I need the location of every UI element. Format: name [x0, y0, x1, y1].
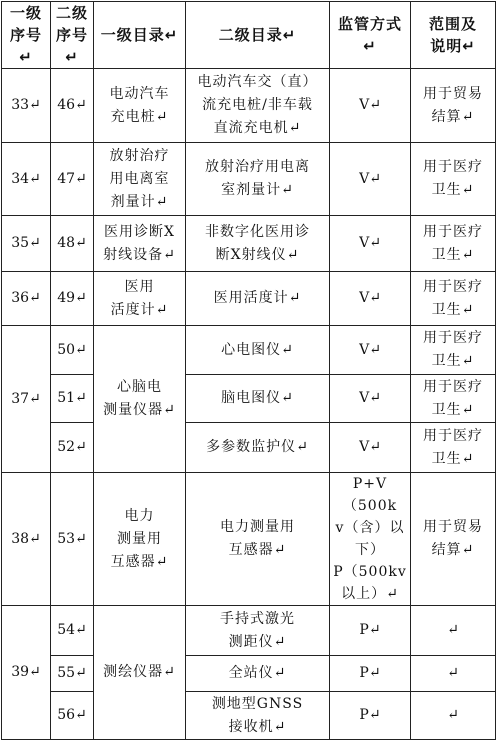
level1-no: 38↵ [2, 473, 51, 606]
level2-no: 49↵ [51, 272, 94, 326]
supervision-method: P+V（500k v（含）以 下） P（500kv 以上）↵ [330, 473, 411, 606]
level2-category: 医用活度计↵ [186, 272, 330, 326]
table-row [2, 473, 496, 606]
table-row [2, 326, 496, 375]
scope: 用于医疗 卫生↵ [411, 423, 496, 473]
level2-no: 48↵ [51, 216, 94, 272]
table-row [2, 143, 496, 216]
level2-no: 55↵ [51, 656, 94, 692]
supervision-method: V↵ [330, 375, 411, 423]
supervision-method: P↵ [330, 606, 411, 656]
level1-no: 37↵ [2, 326, 51, 473]
level2-category: 非数字化医用诊 断X射线仪↵ [186, 216, 330, 272]
level1-no: 33↵ [2, 69, 51, 143]
table-row [2, 656, 496, 692]
header-scope: 范围及 说明↵ [411, 2, 496, 69]
table-row [2, 272, 496, 326]
level1-category: 放射治疗 用电离室 剂量计↵ [94, 143, 186, 216]
header-level1-category: 一级目录↵ [94, 2, 186, 69]
level2-no: 54↵ [51, 606, 94, 656]
supervision-method: V↵ [330, 423, 411, 473]
table-row [2, 423, 496, 473]
header-level2-category: 二级目录↵ [186, 2, 330, 69]
table-row [2, 375, 496, 423]
header-level1-no: 一级 序号↵ [2, 2, 51, 69]
level1-no: 34↵ [2, 143, 51, 216]
scope: 用于医疗 卫生↵ [411, 272, 496, 326]
level2-no: 52↵ [51, 423, 94, 473]
supervision-method: P↵ [330, 656, 411, 692]
level2-category: 电力测量用 互感器↵ [186, 473, 330, 606]
level2-no: 53↵ [51, 473, 94, 606]
level1-category: 电动汽车 充电桩↵ [94, 69, 186, 143]
supervision-method: V↵ [330, 326, 411, 375]
scope: ↵ [411, 606, 496, 656]
level2-no: 56↵ [51, 692, 94, 740]
scope: 用于医疗 卫生↵ [411, 326, 496, 375]
level2-category: 电动汽车交（直） 流充电桩/非车载 直流充电机↵ [186, 69, 330, 143]
supervision-method: V↵ [330, 272, 411, 326]
level1-no: 35↵ [2, 216, 51, 272]
scope: 用于贸易 结算↵ [411, 69, 496, 143]
scope: 用于贸易 结算↵ [411, 473, 496, 606]
scope: 用于医疗 卫生↵ [411, 143, 496, 216]
level2-category: 全站仪↵ [186, 656, 330, 692]
regulation-table [1, 1, 496, 740]
table-row [2, 606, 496, 656]
header-row [2, 2, 496, 69]
level2-category: 手持式激光 测距仪↵ [186, 606, 330, 656]
scope: ↵ [411, 692, 496, 740]
level2-no: 51↵ [51, 375, 94, 423]
level2-category: 心电图仪↵ [186, 326, 330, 375]
level2-no: 46↵ [51, 69, 94, 143]
supervision-method: P↵ [330, 692, 411, 740]
supervision-method: V↵ [330, 69, 411, 143]
level2-category: 放射治疗用电离 室剂量计↵ [186, 143, 330, 216]
scope: 用于医疗 卫生↵ [411, 375, 496, 423]
supervision-method: V↵ [330, 143, 411, 216]
level2-no: 50↵ [51, 326, 94, 375]
level1-category: 医用 活度计↵ [94, 272, 186, 326]
level2-category: 多参数监护仪↵ [186, 423, 330, 473]
table-row [2, 216, 496, 272]
table-row [2, 692, 496, 740]
header-supervision-method: 监管方式↵ [330, 2, 411, 69]
level1-category: 测绘仪器↵ [94, 606, 186, 740]
level1-category: 医用诊断X 射线设备↵ [94, 216, 186, 272]
level1-no: 39↵ [2, 606, 51, 740]
table-row [2, 69, 496, 143]
scope: ↵ [411, 656, 496, 692]
header-level2-no: 二级 序号↵ [51, 2, 94, 69]
level1-no: 36↵ [2, 272, 51, 326]
level1-category: 心脑电 测量仪器↵ [94, 326, 186, 473]
scope: 用于医疗 卫生↵ [411, 216, 496, 272]
level2-category: 测地型GNSS 接收机↵ [186, 692, 330, 740]
level1-category: 电力 测量用 互感器↵ [94, 473, 186, 606]
level2-no: 47↵ [51, 143, 94, 216]
supervision-method: V↵ [330, 216, 411, 272]
level2-category: 脑电图仪↵ [186, 375, 330, 423]
